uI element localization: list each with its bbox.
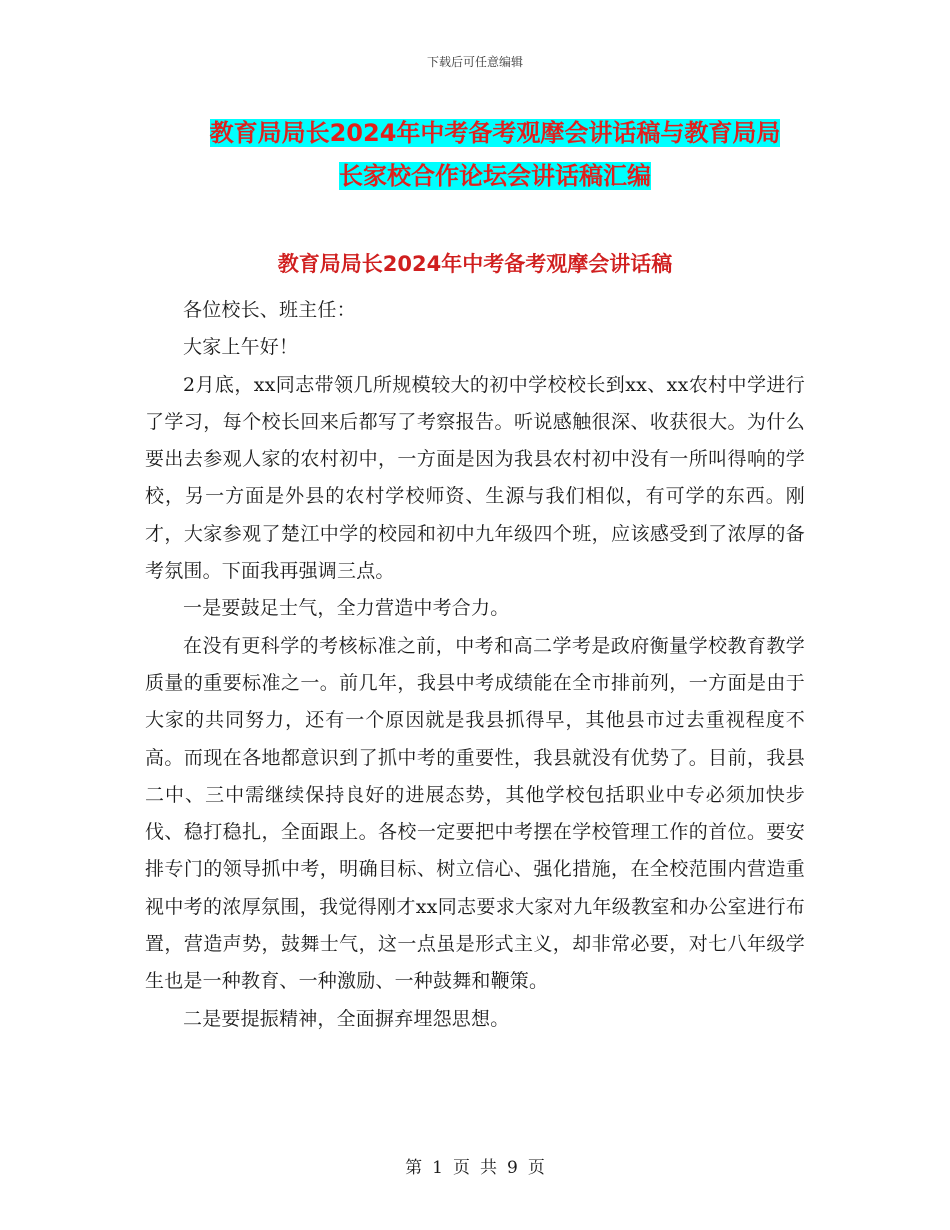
- header-note: 下载后可任意编辑: [426, 55, 523, 69]
- footer-total-pages: 9: [507, 1158, 518, 1178]
- footer-page-word: 页: [453, 1158, 470, 1178]
- document-title-line-2: 长家校合作论坛会讲话稿汇编: [339, 162, 651, 190]
- paragraph-salutation: 各位校长、班主任：: [183, 299, 356, 321]
- footer-total-word: 共: [480, 1158, 497, 1178]
- paragraph-point-one-body: 在没有更科学的考核标准之前，中考和高二学考是政府衡量学校教育教学质量的重要标准之一。前几年，我县中考成绩能在全市排前列，一方面是由于大家的共同努力，还有一个原因就是我县抓得早，其他县市过去重视程度不高。而现在各地都意识到了抓中考的重要性，我县就没有优势了。目前，我县二中、三中需继续保持良好的进展态势，其他学校包括职业中专必须加快步伐、稳打稳扎，全面跟上。各校一定要把中考摆在学校管理工作的首位。要安排专门的领导抓中考，明确目标、树立信心、强化措施，在全校范围内营造重视中考的浓厚氛围，我觉得刚才xx同志要求大家对九年级教室和办公室进行布置，营造声势，鼓舞士气，这一点虽是形式主义，却非常必要，对七八年级学生也是一种教育、一种激励、一种鼓舞和鞭策。: [145, 634, 805, 993]
- footer-page-number: 1: [432, 1158, 443, 1178]
- paragraph-point-one-heading: 一是要鼓足士气，全力营造中考合力。: [183, 597, 510, 620]
- page-footer: [0, 1153, 950, 1178]
- paragraph-greeting: 大家上午好！: [183, 336, 299, 359]
- paragraph-point-two-heading: 二是要提振精神，全面摒弃埋怨思想。: [183, 1007, 510, 1030]
- footer-suffix: 页: [527, 1158, 545, 1178]
- document-title: [145, 112, 845, 198]
- body-text: [145, 292, 805, 1038]
- paragraph-intro: 2月底，xx同志带领几所规模较大的初中学校校长到xx、xx农村中学进行了学习，每个校长回来后都写了考察报告。听说感触很深、收获很大。为什么要出去参观人家的农村初中，一方面是因为我县农村初中没有一所叫得响的学校，另一方面是外县的农村学校师资、生源与我们相似，有可学的东西。刚才，大家参观了楚江中学的校园和初中九年级四个班，应该感受到了浓厚的备考氛围。下面我再强调三点。: [145, 373, 805, 583]
- document-title-line-1: 教育局局长2024年中考备考观摩会讲话稿与教育局局: [209, 119, 781, 147]
- footer-prefix: 第: [405, 1158, 423, 1178]
- section-title: 教育局局长2024年中考备考观摩会讲话稿: [277, 252, 673, 276]
